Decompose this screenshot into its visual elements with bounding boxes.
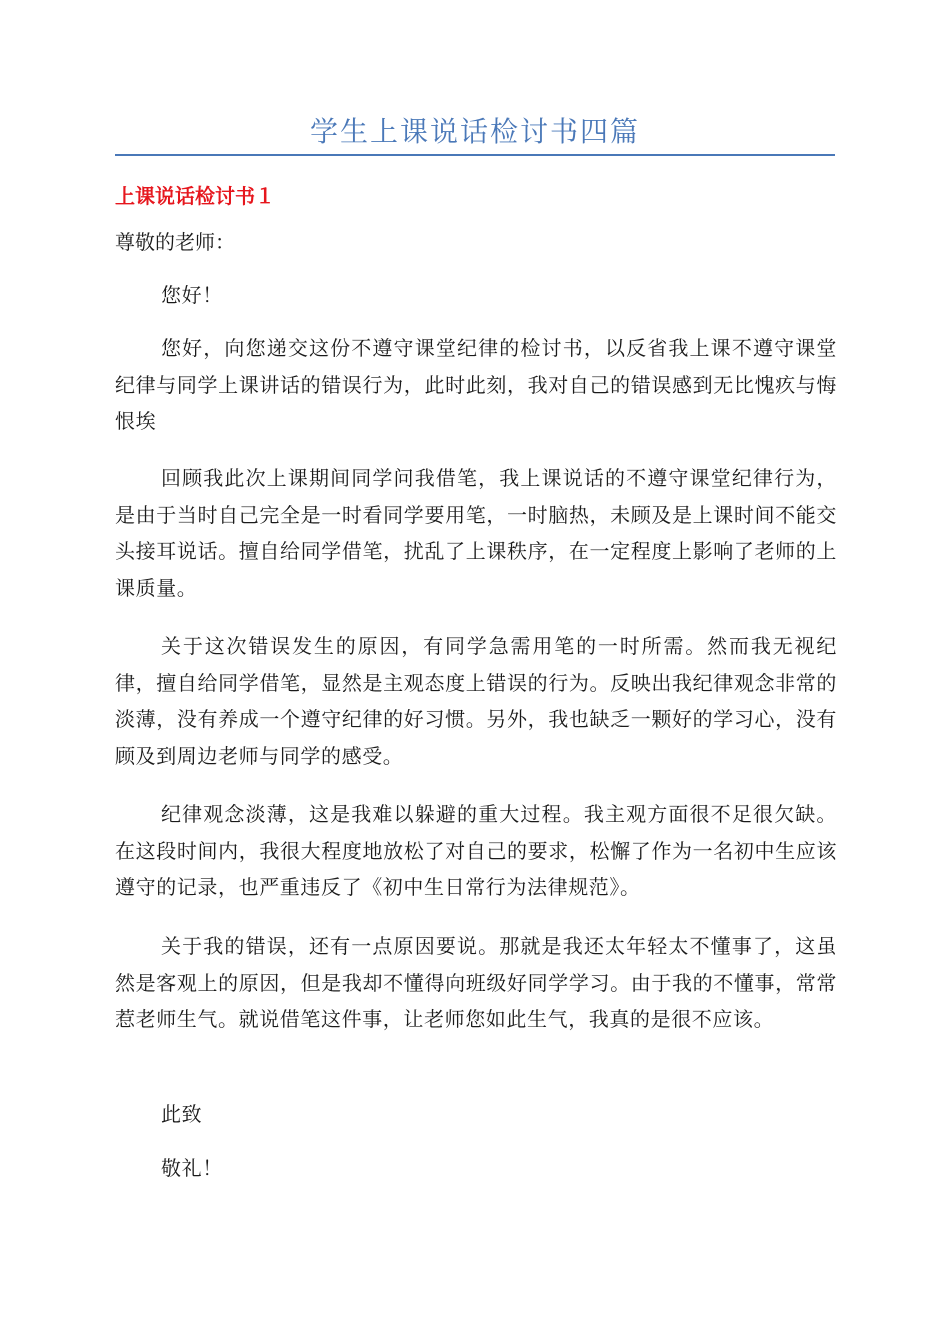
- paragraph: 回顾我此次上课期间同学问我借笔，我上课说话的不遵守课堂纪律行为，是由于当时自己完全是一时看同学要用笔，一时脑热，未顾及是上课时间不能交头接耳说话。擅自给同学借笔，扰乱了上课秩序，在一定程度上影响了老师的上课质量。: [115, 466, 837, 600]
- greeting: 您好！: [161, 283, 223, 307]
- paragraph: 纪律观念淡薄，这是我难以躲避的重大过程。我主观方面很不足很欠缺。在这段时间内，我很大程度地放松了对自己的要求，松懈了作为一名初中生应该遵守的记录，也严重违反了《初中生日常行为法律规范》。: [115, 802, 837, 899]
- paragraph: 您好，向您递交这份不遵守课堂纪律的检讨书，以反省我上课不遵守课堂纪律与同学上课讲话的错误行为，此时此刻，我对自己的错误感到无比愧疚与悔恨埃: [115, 336, 837, 433]
- paragraph: 关于我的错误，还有一点原因要说。那就是我还太年轻太不懂事了，这虽然是客观上的原因，但是我却不懂得向班级好同学学习。由于我的不懂事，常常惹老师生气。就说借笔这件事，让老师您如此生气，我真的是很不应该。: [115, 934, 837, 1031]
- paragraph: 关于这次错误发生的原因，有同学急需用笔的一时所需。然而我无视纪律，擅自给同学借笔，显然是主观态度上错误的行为。反映出我纪律观念非常的淡薄，没有养成一个遵守纪律的好习惯。另外，我也缺乏一颗好的学习心，没有顾及到周边老师与同学的感受。: [115, 634, 837, 768]
- document-title: 学生上课说话检讨书四篇: [309, 115, 640, 148]
- salutation: 尊敬的老师：: [115, 230, 235, 254]
- title-underline: [115, 154, 835, 156]
- closing-line: 此致: [161, 1102, 203, 1126]
- section-heading: 上课说话检讨书１: [115, 184, 275, 208]
- closing-salute: 敬礼！: [161, 1156, 223, 1180]
